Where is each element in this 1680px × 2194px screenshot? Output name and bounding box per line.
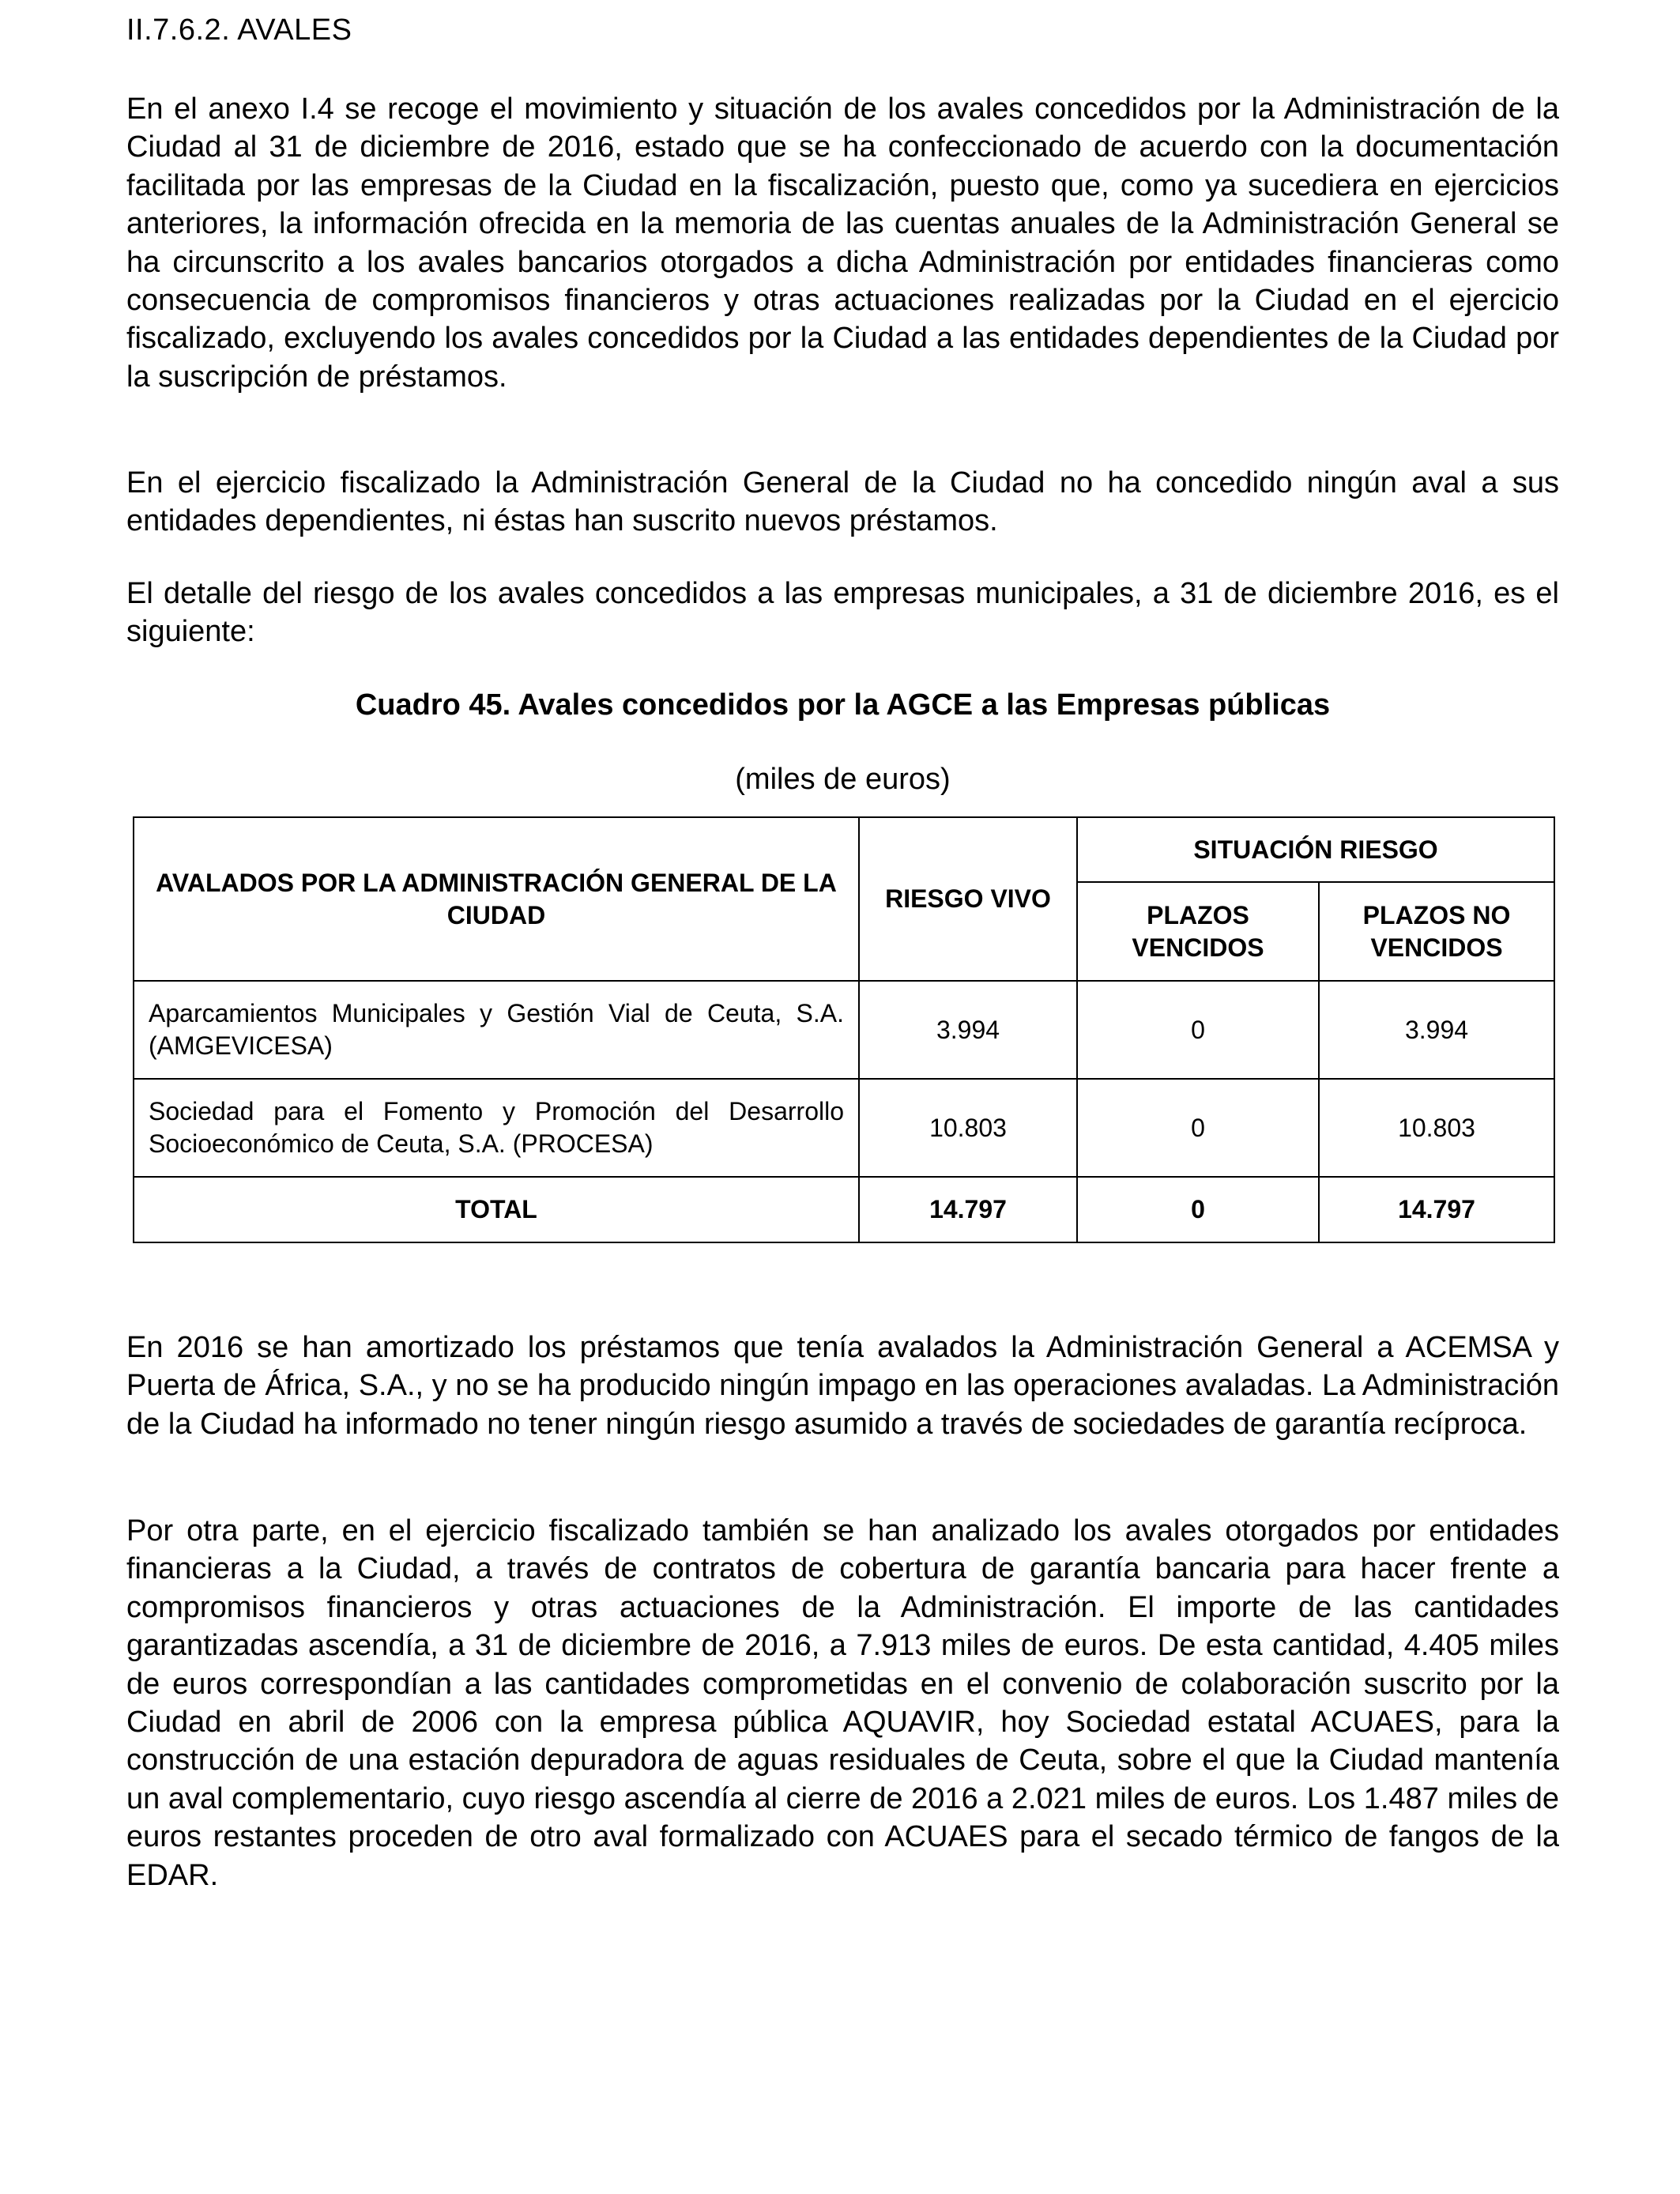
header-plazos-vencidos: PLAZOS VENCIDOS [1077,882,1319,981]
paragraph-anexo: En el anexo I.4 se recoge el movimiento y situación de los avales concedidos por la Administración de la Ciudad al 31 de diciembre de 2016, estado que se ha confeccionado de acuerdo con la documentación facilitada por las empresas de la Ciudad en la fiscalización, puesto que, como ya sucediera en ejercicios anteriores, la información ofrecida en la memoria de las cuentas anuales de la Administración General se ha circunscrito a los avales bancarios otorgados a dicha Administración por entidades financieras como consecuencia de compromisos financieros y otras actuaciones realizadas por la Ciudad en el ejercicio fiscalizado, excluyendo los avales concedidos por la Ciudad a las entidades dependientes de la Ciudad por la suscripción de préstamos. [126,92,1559,394]
header-plazos-no-vencidos: PLAZOS NO VENCIDOS [1319,882,1554,981]
row-plazos-no-vencidos: 10.803 [1319,1079,1554,1177]
row-riesgo-vivo: 3.994 [859,981,1077,1079]
total-riesgo-vivo: 14.797 [859,1177,1077,1242]
row-entidad: Aparcamientos Municipales y Gestión Vial de Ceuta, S.A. (AMGEVICESA) [134,981,859,1079]
header-avalados: AVALADOS POR LA ADMINISTRACIÓN GENERAL DE LA CIUDAD [134,817,859,981]
row-plazos-vencidos: 0 [1077,1079,1319,1177]
section-heading: II.7.6.2. AVALES [126,13,352,47]
table-header-row [134,817,1554,882]
total-plazos-vencidos: 0 [1077,1177,1319,1242]
paragraph-amortizacion: En 2016 se han amortizado los préstamos que tenía avalados la Administración General a ACEMSA y Puerta de África, S.A., y no se ha producido ningún impago en las operaciones avaladas. La Administración de la Ciudad ha informado no tener ningún riesgo asumido a través de sociedades de garantía recíproca. [126,1331,1559,1441]
table-row [134,1079,1554,1177]
row-entidad: Sociedad para el Fomento y Promoción del Desarrollo Socioeconómico de Ceuta, S.A. (PROCESA) [134,1079,859,1177]
table-total-row [134,1177,1554,1242]
row-plazos-vencidos: 0 [1077,981,1319,1079]
row-plazos-no-vencidos: 3.994 [1319,981,1554,1079]
paragraph-ejercicio: En el ejercicio fiscalizado la Administración General de la Ciudad no ha concedido ningún aval a sus entidades dependientes, ni éstas han suscrito nuevos préstamos. [126,466,1559,538]
total-plazos-no-vencidos: 14.797 [1319,1177,1554,1242]
row-riesgo-vivo: 10.803 [859,1079,1077,1177]
table-title: Cuadro 45. Avales concedidos por la AGCE a las Empresas públicas [355,688,1331,722]
table-units: (miles de euros) [735,763,951,796]
table-row [134,981,1554,1079]
total-label: TOTAL [134,1177,859,1242]
avales-table [133,816,1555,1243]
paragraph-detalle: El detalle del riesgo de los avales concedidos a las empresas municipales, a 31 de diciembre 2016, es el siguiente: [126,577,1559,649]
paragraph-avales-entidades: Por otra parte, en el ejercicio fiscalizado también se han analizado los avales otorgados por entidades financieras a la Ciudad, a través de contratos de cobertura de garantía bancaria para hacer frente a compromisos financieros y otras actuaciones de la Administración. El importe de las cantidades garantizadas ascendía, a 31 de diciembre de 2016, a 7.913 miles de euros. De esta cantidad, 4.405 miles de euros correspondían a las cantidades comprometidas en el convenio de colaboración suscrito por la Ciudad en abril de 2006 con la empresa pública AQUAVIR, hoy Sociedad estatal ACUAES, para la construcción de una estación depuradora de aguas residuales de Ceuta, sobre el que la Ciudad mantenía un aval complementario, cuyo riesgo ascendía al cierre de 2016 a 2.021 miles de euros. Los 1.487 miles de euros restantes proceden de otro aval formalizado con ACUAES para el secado térmico de fangos de la EDAR. [126,1514,1559,1892]
header-riesgo-vivo: RIESGO VIVO [859,817,1077,981]
header-situacion-riesgo: SITUACIÓN RIESGO [1077,817,1554,882]
